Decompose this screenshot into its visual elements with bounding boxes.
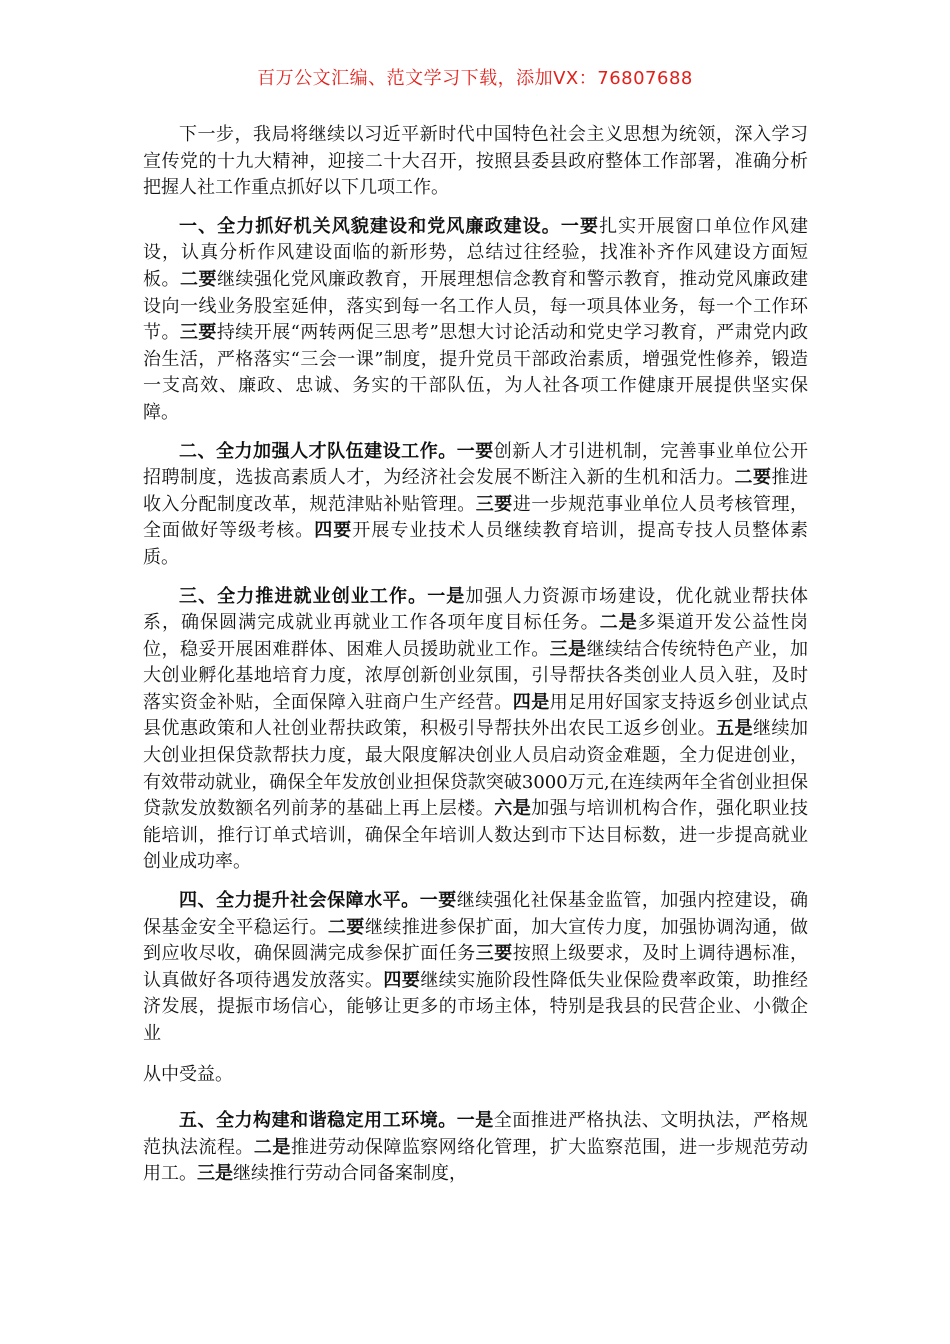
section-2-key-2: 二要 <box>734 467 772 489</box>
section-1-key-3: 三要 <box>179 322 217 344</box>
section-3-text-1: 加强人力资源市场建设，优化就业帮扶体系，确保圆满完成就业再就业工作各项年度目标任务。 <box>143 585 808 634</box>
section-3-key-6: 六是 <box>494 798 532 820</box>
section-2-text-2: 推进收入分配制度改革，规范津贴补贴管理。 <box>143 467 809 515</box>
section-5-heading: 五、全力构建和谐稳定用工环境。 <box>179 1110 457 1132</box>
section-3-key-5: 五是 <box>716 718 754 740</box>
section-1-key-2: 二要 <box>179 268 217 290</box>
section-3-text-5: 继续加大创业担保贷款帮扶力度，最大限度解决创业人员启动资金难题，全力促进创业，有效带动就业，确保全年发放创业担保贷款突破3000万元,在连续两年全省创业担保贷款发放数额名列前茅的基础上再上层楼。 <box>143 718 809 820</box>
section-4-text-1: 继续强化社保基金监管，加强内控建设，确保基金安全平稳运行。 <box>143 890 809 938</box>
section-2-heading: 二、全力加强人才队伍建设工作。 <box>179 440 457 462</box>
section-3-heading: 三、全力推进就业创业工作。 <box>179 585 428 607</box>
section-4-key-1: 一要 <box>419 890 457 912</box>
section-4-key-2: 二要 <box>327 916 365 938</box>
section-5-text-2: 推进劳动保障监察网络化管理，扩大监察范围，进一步规范劳动用工。 <box>143 1136 809 1185</box>
section-4-heading: 四、全力提升社会保障水平。 <box>179 890 420 912</box>
section-1-text-2: 继续强化党风廉政教育，开展理想信念教育和警示教育，推动党风廉政建设向一线业务股室延伸，落实到每一名工作人员，每一项具体业务，每一个工作环节。 <box>143 268 809 344</box>
section-4-paragraph <box>143 888 808 1088</box>
section-5-key-2: 二是 <box>253 1136 291 1158</box>
section-2-paragraph <box>143 439 808 572</box>
section-2-text-1: 创新人才引进机制，完善事业单位公开招聘制度，选拔高素质人才，为经济社会发展不断注入新的生机和活力。 <box>143 440 809 489</box>
section-1-paragraph <box>143 214 808 427</box>
section-5-key-3: 三是 <box>197 1163 233 1185</box>
section-5-text-3: 继续推行劳动合同备案制度， <box>233 1163 467 1185</box>
section-4-tail: 从中受益。 <box>143 1063 233 1085</box>
section-1-key-1: 一要 <box>560 215 600 237</box>
header-banner: 百万公文汇编、范文学习下载，添加VX：76807688 <box>257 68 693 89</box>
section-3-key-2: 二是 <box>599 612 638 634</box>
section-5-key-1: 一是 <box>456 1110 494 1132</box>
section-3-text-2: 多渠道开发公益性岗位，稳妥开展困难群体、困难人员援助就业工作。 <box>143 612 809 660</box>
section-4-text-2: 继续推进参保扩面，加大宣传力度，加强协调沟通，做到应收尽收，确保圆满完成参保扩面任务 <box>143 916 809 965</box>
section-4-text-3: 按照上级要求，及时上调待遇标准，认真做好各项待遇发放落实。 <box>143 943 809 991</box>
section-3-key-1: 一是 <box>427 585 466 607</box>
section-3-key-4: 四是 <box>512 691 550 713</box>
section-3-text-4: 用足用好国家支持返乡创业试点县优惠政策和人社创业帮扶政策，积极引导帮扶外出农民工返乡创业。 <box>143 691 809 740</box>
section-2-key-3: 三要 <box>475 493 513 515</box>
section-1-heading: 一、全力抓好机关风貌建设和党风廉政建设。 <box>179 215 561 237</box>
section-2-text-3: 进一步规范事业单位人员考核管理，全面做好等级考核。 <box>143 493 809 542</box>
section-4-text-4: 继续实施阶段性降低失业保险费率政策，助推经济发展，提振市场信心，能够让更多的市场主体，特别是我县的民营企业、小微企业 <box>143 969 809 1044</box>
section-4-key-3: 三要 <box>475 943 513 965</box>
section-3-paragraph <box>143 584 808 877</box>
intro-paragraph: 下一步，我局将继续以习近平新时代中国特色社会主义思想为统领，深入学习宣传党的十九大精神，迎接二十大召开，按照县委县政府整体工作部署，准确分析把握人社工作重点抓好以下几项工作。 <box>143 124 808 199</box>
section-1-text-1: 扎实开展窗口单位作风建设，认真分析作风建设面临的新形势，总结过往经验，找准补齐作风建设方面短板。 <box>143 215 808 290</box>
section-2-key-1: 一要 <box>456 440 494 462</box>
section-3-text-6: 加强与培训机构合作，强化职业技能培训，推行订单式培训，确保全年培训人数达到市下达目标数，进一步提高就业创业成功率。 <box>143 798 809 873</box>
section-4-key-4: 四要 <box>383 969 421 991</box>
section-3-key-3: 三是 <box>549 638 587 660</box>
section-5-text-1: 全面推进严格执法、文明执法，严格规范执法流程。 <box>143 1110 809 1158</box>
section-2-key-4: 四要 <box>314 520 353 542</box>
section-5-paragraph <box>143 1108 808 1188</box>
section-2-text-4: 开展专业技术人员继续教育培训，提高专技人员整体素质。 <box>143 520 809 568</box>
document-body <box>143 122 808 1188</box>
section-1-text-3: 持续开展“两转两促三思考”思想大讨论活动和党史学习教育，严肃党内政治生活，严格落实“三会一课”制度，提升党员干部政治素质，增强党性修养，锻造一支高效、廉政、忠诚、务实的干部队伍，为人社各项工作健康开展提供坚实保障。 <box>143 322 808 423</box>
section-3-text-3: 继续结合传统特色产业，加大创业孵化基地培育力度，浓厚创新创业氛围，引导帮扶各类创业人员入驻，及时落实资金补贴，全面保障入驻商户生产经营。 <box>143 638 809 713</box>
